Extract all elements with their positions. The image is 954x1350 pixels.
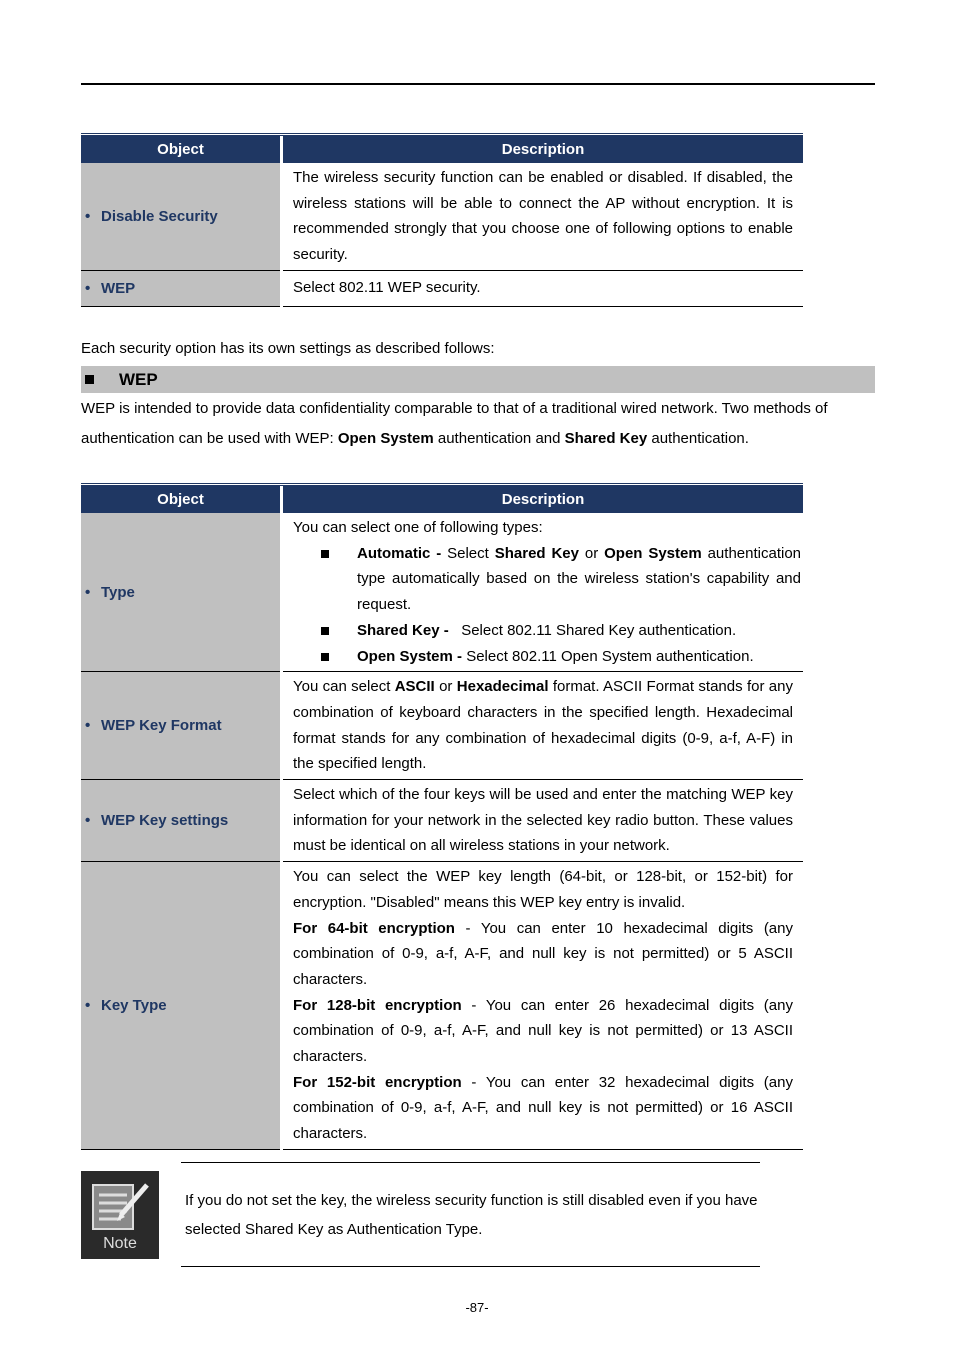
object-cell	[81, 513, 282, 672]
note-bottom-rule	[181, 1266, 760, 1267]
bullet-icon: •	[85, 583, 91, 601]
object-header: Object	[81, 135, 282, 164]
square-bullet-icon	[85, 375, 94, 384]
description-cell	[282, 513, 804, 672]
object-label: Key Type	[101, 997, 167, 1014]
note-text: If you do not set the key, the wireless security function is still disabled even if you have selected Shared Key as Authentication Type.	[185, 1192, 758, 1238]
description-cell: Select which of the four keys will be used and enter the matching WEP key information for your network in the selected key radio button. These values must be identical on all wireless stations in your network.	[282, 780, 804, 862]
bullet-icon: •	[85, 207, 91, 225]
note-icon	[81, 1171, 159, 1259]
table-row	[81, 270, 803, 306]
bullet-icon: •	[85, 812, 91, 830]
object-cell	[81, 780, 282, 862]
square-bullet-icon	[321, 627, 329, 635]
note-label: Note	[103, 1235, 137, 1252]
object-header: Object	[81, 485, 282, 514]
object-cell	[81, 862, 282, 1150]
object-label: Disable Security	[101, 207, 218, 225]
description-cell: Select 802.11 WEP security.	[282, 270, 804, 306]
square-bullet-icon	[321, 653, 329, 661]
square-bullet-icon	[321, 550, 329, 558]
wep-settings-table	[81, 483, 803, 1150]
description-cell: The wireless security function can be enabled or disabled. If disabled, the wireless stations will be able to connect the AP without encryption. It is recommended strongly that you choose one of following options to enable security.	[282, 163, 804, 270]
section-heading	[81, 366, 875, 393]
table-row	[81, 672, 803, 780]
object-cell	[81, 270, 282, 306]
bullet-icon: •	[85, 997, 91, 1014]
object-label: Type	[101, 583, 135, 601]
security-options-table	[81, 133, 803, 307]
intro-text: Each security option has its own settings as described follows:	[81, 340, 495, 357]
list-item: For 128-bit encryption - You can enter 26 hexadecimal digits (any combination of 0-9, a-f, A-F, and null key is not permitted) or 13 ASCII characters.	[293, 996, 793, 1066]
object-label: WEP Key settings	[101, 812, 229, 830]
list-item: Shared Key - Select 802.11 Shared Key authentication.	[293, 618, 801, 644]
page-number: -87-	[465, 1300, 489, 1315]
note-top-rule	[181, 1162, 760, 1163]
table-header-row	[81, 485, 803, 514]
description-header: Description	[282, 485, 804, 514]
object-label: WEP Key Format	[101, 717, 222, 735]
key-type-intro: You can select the WEP key length (64-bit, or 128-bit, or 152-bit) for encryption. "Disabled" means this WEP key entry is invalid.	[293, 868, 793, 911]
object-cell	[81, 672, 282, 780]
object-cell	[81, 163, 282, 270]
header-rule	[81, 83, 875, 85]
description-header: Description	[282, 135, 804, 164]
section-title: WEP	[119, 370, 158, 389]
table-row	[81, 862, 803, 1150]
bullet-icon: •	[85, 717, 91, 735]
description-cell	[282, 862, 804, 1150]
wep-description: WEP is intended to provide data confidentiality comparable to that of a traditional wired network. Two methods of authentication can be used with WEP: Open System authentication and Shared Key authentication.	[81, 400, 828, 447]
notepad-pencil-icon	[81, 1171, 159, 1233]
list-item: For 64-bit encryption - You can enter 10 hexadecimal digits (any combination of 0-9, a-f, A-F, and null key is not permitted) or 5 ASCII characters.	[293, 919, 793, 988]
object-label: WEP	[101, 279, 136, 297]
description-cell: You can select ASCII or Hexadecimal format. ASCII Format stands for any combination of keyboard characters in the specified length. Hexadecimal format stands for any combination of hexadecimal digits (0-9, a-f, A-F) in the specified length.	[282, 672, 804, 780]
list-item: For 152-bit encryption - You can enter 32 hexadecimal digits (any combination of 0-9, a-f, A-F, and null key is not permitted) or 16 ASCII characters.	[293, 1073, 793, 1143]
list-item: Open System - Select 802.11 Open System authentication.	[293, 644, 801, 670]
list-item: Automatic - Select Shared Key or Open System authentication type automatically based on the wireless station's capability and request.	[293, 541, 801, 618]
type-intro: You can select one of following types:	[293, 519, 543, 536]
table-row	[81, 780, 803, 862]
bullet-icon: •	[85, 279, 91, 297]
table-header-row	[81, 135, 803, 164]
table-row	[81, 163, 803, 270]
table-row	[81, 513, 803, 672]
